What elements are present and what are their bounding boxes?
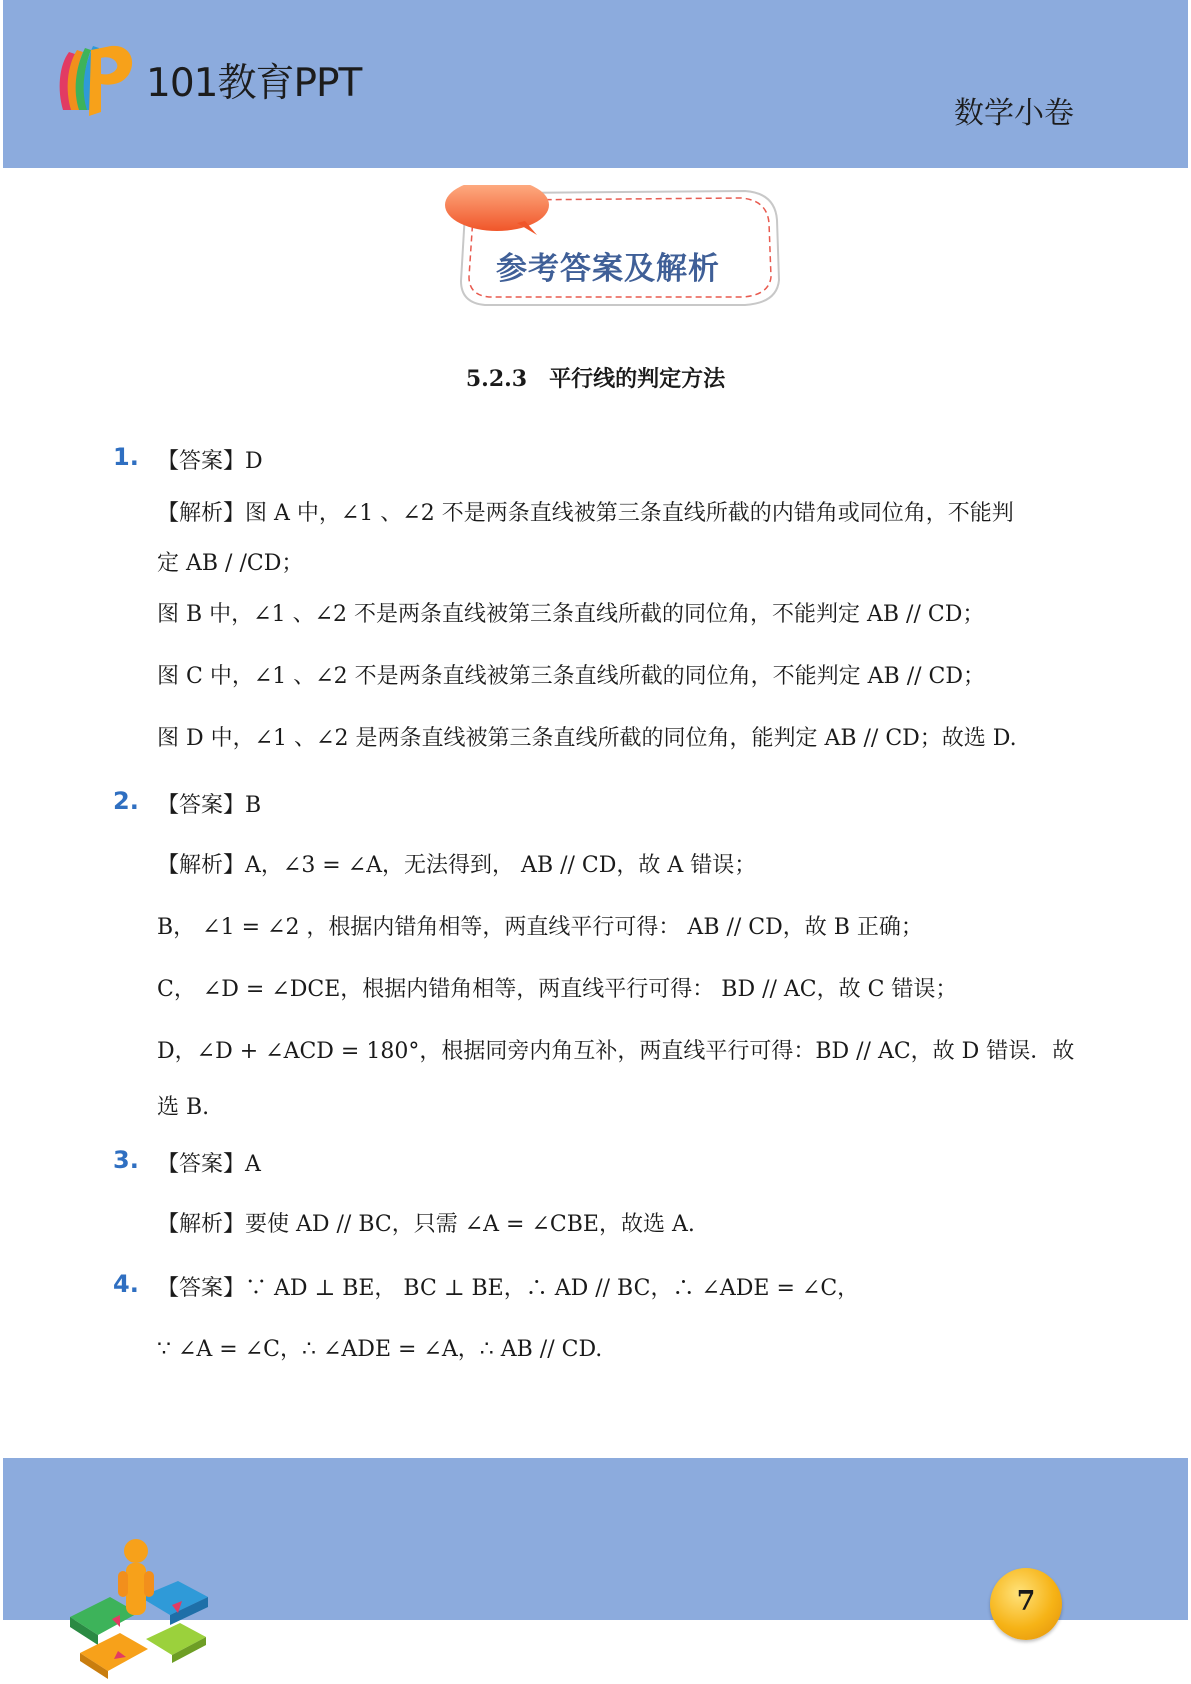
explanation-line: 【解析】图 A 中，∠1 、∠2 不是两条直线被第三条直线所截的内错角或同位角，不能判 <box>157 501 1014 526</box>
question-number: 2. <box>113 787 139 815</box>
101-ppt-logo-icon <box>55 40 135 118</box>
explanation-line: 图 B 中，∠1 、∠2 不是两条直线被第三条直线所截的同位角，不能判定 AB // CD； <box>157 602 985 627</box>
explanation-line: D，∠D + ∠ACD = 180°，根据同旁内角互补，两直线平行可得：BD // AC，故 D 错误．故 <box>157 1039 1075 1064</box>
answer-line: 【答案】D <box>157 449 263 474</box>
explanation-line: 图 C 中，∠1 、∠2 不是两条直线被第三条直线所截的同位角，不能判定 AB // CD； <box>157 664 985 689</box>
answer-line: 【答案】A <box>157 1152 261 1177</box>
explanation-line: 图 D 中，∠1 、∠2 是两条直线被第三条直线所截的同位角，能判定 AB // CD；故选 D. <box>157 726 1017 751</box>
explanation-line: 【解析】要使 AD // BC，只需 ∠A = ∠CBE，故选 A. <box>157 1212 695 1237</box>
learning-blocks-figure-icon <box>60 1535 220 1680</box>
explanation-line: C， ∠D = ∠DCE，根据内错角相等，两直线平行可得： BD // AC，故 C 错误； <box>157 977 958 1002</box>
question-number: 1. <box>113 443 139 471</box>
section-title: 5.2.3 平行线的判定方法 <box>465 366 726 392</box>
brand-name: 101教育PPT <box>146 61 362 106</box>
question-number: 3. <box>113 1146 139 1174</box>
series-label: 数学小卷 <box>954 96 1074 131</box>
answer-title: 参考答案及解析 <box>496 251 720 287</box>
explanation-line: 选 B. <box>157 1095 210 1120</box>
answer-line: 【答案】B <box>157 793 262 818</box>
answer-line: 【答案】∵ AD ⊥ BE， BC ⊥ BE，∴ AD // BC，∴ ∠ADE = ∠C， <box>157 1276 860 1301</box>
explanation-line: 定 AB / /CD； <box>157 551 304 576</box>
question-number: 4. <box>113 1270 139 1298</box>
explanation-line: B， ∠1 = ∠2 ，根据内错角相等，两直线平行可得： AB // CD，故 B 正确； <box>157 915 923 940</box>
explanation-line: 【解析】A，∠3 = ∠A，无法得到， AB // CD，故 A 错误； <box>157 853 757 878</box>
page-number: 7 <box>1016 1586 1036 1617</box>
explanation-line: ∵ ∠A = ∠C，∴ ∠ADE = ∠A，∴ AB // CD. <box>157 1337 603 1362</box>
